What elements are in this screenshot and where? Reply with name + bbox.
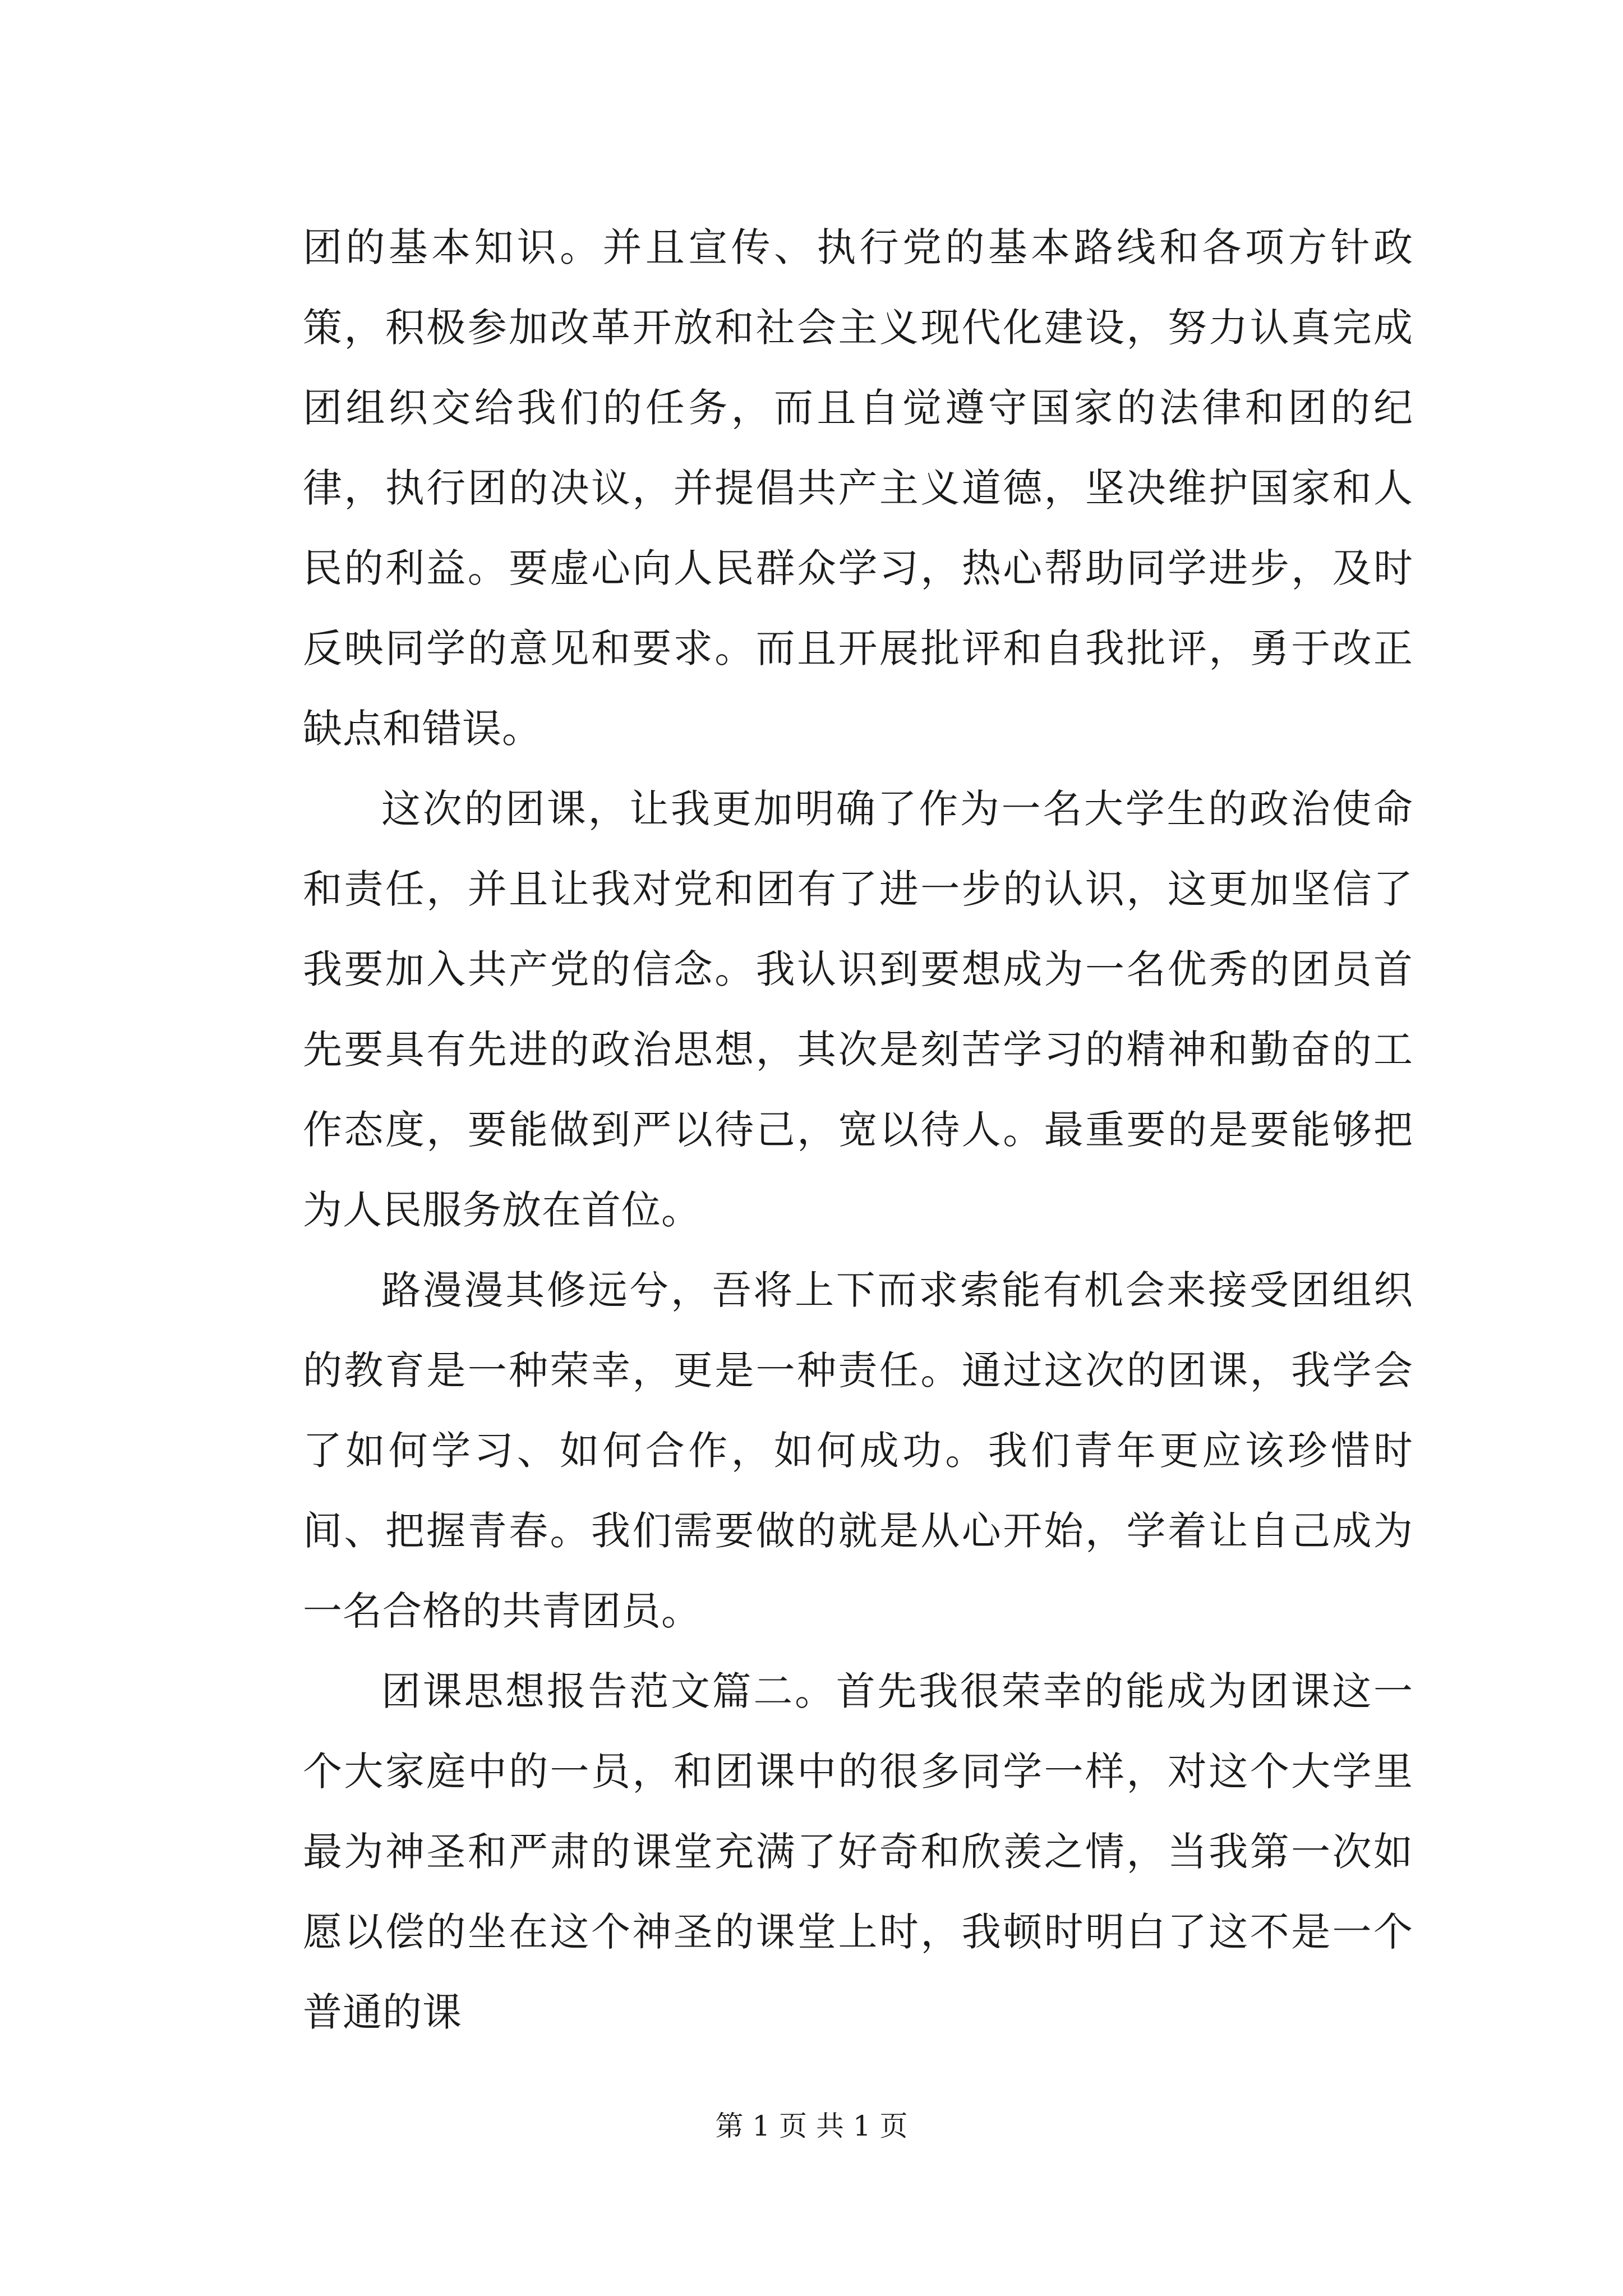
document-body: [303, 208, 1413, 2053]
paragraph-3: 路漫漫其修远兮，吾将上下而求索能有机会来接受团组织的教育是一种荣幸，更是一种责任。通过这次的团课，我学会了如何学习、如何合作，如何成功。我们青年更应该珍惜时间、把握青春。我们需要做的就是从心开始，学着让自己成为一名合格的共青团员。: [303, 1267, 1413, 1634]
paragraph-1: 团的基本知识。并且宣传、执行党的基本路线和各项方针政策，积极参加改革开放和社会主义现代化建设，努力认真完成团组织交给我们的任务，而且自觉遵守国家的法律和团的纪律，执行团的决议，并提倡共产主义道德，坚决维护国家和人民的利益。要虚心向人民群众学习，热心帮助同学进步，及时反映同学的意见和要求。而且开展批评和自我批评，勇于改正缺点和错误。: [303, 224, 1413, 752]
page-footer: 第 1 页 共 1 页: [715, 2110, 908, 2142]
paragraph-2: 这次的团课，让我更加明确了作为一名大学生的政治使命和责任，并且让我对党和团有了进一步的认识，这更加坚信了我要加入共产党的信念。我认识到要想成为一名优秀的团员首先要具有先进的政治思想，其次是刻苦学习的精神和勤奋的工作态度，要能做到严以待己，宽以待人。最重要的是要能够把为人民服务放在首位。: [303, 786, 1413, 1233]
paragraph-4: 团课思想报告范文篇二。首先我很荣幸的能成为团课这一个大家庭中的一员，和团课中的很多同学一样，对这个大学里最为神圣和严肃的课堂充满了好奇和欣羡之情，当我第一次如愿以偿的坐在这个神圣的课堂上时，我顿时明白了这不是一个普通的课: [303, 1668, 1413, 2035]
